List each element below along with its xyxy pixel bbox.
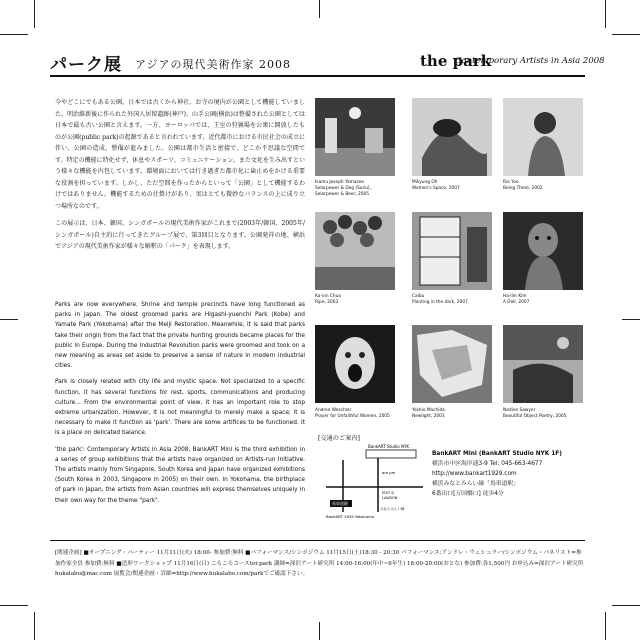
- artwork-photo-chua: [315, 212, 395, 290]
- related-events: [関連企画] ■オープニング・パーティー 11月11日(火) 18:00- 参加費:無料 ■パフォーマンス/シンポジウム 11月15日(土)18:30 - 20:30 パフォーマンス:アンドレ・ウェシュラー/シンポジウム・パネリスト=参加作家全員 参加費:無料 ■造形ワークショップ 11月16日(日) ころころコースter.park 講師=深沢アート研究所 14:00-16:00(年中~6年生) 18:00-20:00(おとな) 参加費:各1,500円 お申込み=深沢アート研究所 hukalabo@mac.com 展覧会/関連企画・詳細=http://www.hukalabo.com/parkでご確認下さい。: [55, 550, 584, 577]
- artwork-photo-yamazoe: [315, 98, 395, 176]
- access-map: [318, 442, 428, 520]
- work-title-extra: Solarpower & Beer, 2005: [315, 192, 369, 198]
- artwork-photo-kim: [503, 212, 583, 290]
- work-title: Solarpower & Dog (Sunu),: [315, 186, 371, 192]
- crop-mark: [34, 0, 35, 28]
- caption: [315, 180, 400, 199]
- artwork-photo-yoo: [503, 98, 583, 176]
- crop-mark: [605, 0, 606, 28]
- venue-address: 横浜市中区海岸通3-9 Tel: 045-663-4677: [432, 461, 543, 467]
- crop-mark: [612, 34, 640, 35]
- title-en: the park: [420, 52, 492, 70]
- map-label-edit: EDIT &: [382, 491, 394, 495]
- map-label-minatomirai: みなとみらい線: [380, 507, 405, 511]
- work-title: A Doll, 2007: [503, 300, 530, 306]
- english-paragraph: Park is closely related with city life and mystic space. Not specialized to a specific function, it has several functions for rest, sports, communications and producing culture... From the environmental point of view, it has an important role to stop extreme urbanization. However, it is not meaningful to merely make a space; it is necessary to make it function as 'park'. There are some artifices to be functioned. It is a place on delicated balance.: [55, 379, 305, 437]
- work-title: Planting in the dark, 2007: [412, 300, 468, 306]
- artist-name: Andree Weschler: [315, 408, 352, 413]
- artist-name: Ha-lim Kim: [503, 294, 527, 299]
- subtitle-en: Contemporary Artists in Asia 2008: [455, 56, 605, 66]
- english-paragraph: Parks are now everywhere. Shrine and temple precincts have long functioned as parks in Japan. The oldest groomed parks are Higashi-yuenchi Park (Kobe) and Yamate Park (Yokohama) after the Meiji Restoration. Meanwhile, it is said that parks take their origin from the fact that the private hunting grounds became places for the public in Europe. During the Industrial Revolution parks were groomed and took on a new meaning as areas set aside to preserve a sense of nature in modern industrial cities.: [55, 302, 305, 370]
- access-title: [交通のご案内]: [318, 435, 360, 442]
- venue-info: [432, 449, 582, 499]
- english-intro: [55, 300, 305, 512]
- map-label-lawson: LAWSON: [382, 496, 398, 500]
- artist-name: Ria Yoo: [503, 180, 519, 185]
- artwork-photo-sawyer: [503, 325, 583, 403]
- venue-url[interactable]: http://www.bankart1929.com: [432, 471, 517, 477]
- artwork-photo-caibu: [412, 212, 492, 290]
- crop-mark: [0, 34, 28, 35]
- artist-name: Nadine Sawyer: [503, 408, 536, 413]
- artwork-photo-oh: [412, 98, 492, 176]
- crop-mark: [0, 605, 28, 606]
- artist-name: Ka-inn Chua: [315, 294, 342, 299]
- crop-mark: [0, 319, 18, 320]
- map-label-bankart1929: BankART 1929 Yokohama: [326, 514, 375, 519]
- crop-mark: [319, 622, 320, 640]
- artwork-photo-weschler: [315, 325, 395, 403]
- title-jp: パーク展: [50, 55, 122, 75]
- crop-mark: [34, 612, 35, 640]
- japanese-paragraph: 今やどこにでもある公園。日本では古くから神社、お寺の境内が公園として機能していました。明治維新後に作られた外国人居留遺跡(神戸)、山手公園(横浜)は整備された公園としては日本で最も古い公園と言えます。一方、ヨーロッパでは、王室の狩猟場を公衆に開放したものが公園(public park)の起源であると言われています。近代都市における市民社会の成立に伴い、公園の造成、整備が進みました。公園は都市生活と密接で、どこか不思議な空間です。特定の機能に特化せず、休息やスポーツ、コミュニケーション、また文化を生み出すという様々な機能を内包しています。環境面においては行き過ぎた都市化に歯止めをかける重要な役割を担っています。しかし、ただ空間を作ったからといって「公園」として機能するわけではありません。機能するための仕掛けがあり、実はとても微妙なバランスの上に成り立つ場所なのです。: [55, 99, 305, 210]
- header-rule: [50, 75, 585, 77]
- artist-name: Mikyung Oh: [412, 180, 438, 185]
- caption: [503, 408, 588, 420]
- caption: [315, 408, 400, 420]
- work-title: Newlight, 2003: [412, 414, 445, 420]
- crop-mark: [605, 612, 606, 640]
- japanese-intro: [55, 97, 305, 259]
- work-title: Prayer for Unfaithful Women, 2005: [315, 414, 390, 420]
- artist-name: Isamu Joseph Yamazoe: [315, 180, 365, 185]
- work-title: Beautiful Object Poetry, 2005: [503, 414, 567, 420]
- artist-name: Yoshio Machida: [412, 408, 445, 413]
- map-label-ampm: am pm: [382, 470, 396, 475]
- footer-rule: [50, 540, 585, 541]
- map-label-studio: BankART Studio NYK: [368, 444, 410, 449]
- caption: [503, 180, 588, 192]
- japanese-paragraph: この展示は、日本、韓国、シンガポールの現代美術作家がこれまで(2003年/韓国、2005年/シンガポール)自主的に行ってきたグループ展で、第3回目となります。公園発祥の地、横浜でアジアの現代美術作家が様々な解釈の「パーク」を表現します。: [55, 220, 305, 250]
- venue-line: 横浜みなとみらい線「馬車道駅」: [432, 481, 519, 487]
- venue-exit: 6番出口[万国橋口] 徒歩4分: [432, 491, 504, 497]
- crop-mark: [612, 605, 640, 606]
- work-title: Being There, 2002: [503, 186, 543, 192]
- artwork-photo-machida: [412, 325, 492, 403]
- venue-name: BankART Mini (BankART Studio NYK 1F): [432, 451, 562, 457]
- caption: [412, 408, 497, 420]
- caption: [412, 294, 497, 306]
- caption: [315, 294, 400, 306]
- caption: [503, 294, 588, 306]
- artist-name: Caibu: [412, 294, 425, 299]
- map-label-bashamichi: 馬車道駅: [332, 501, 348, 506]
- subtitle-jp: アジアの現代美術作家 2008: [135, 58, 292, 71]
- work-title: Women's Space, 2007: [412, 186, 460, 192]
- caption: [412, 180, 497, 192]
- english-paragraph: 'the park': Contemporary Artists in Asia 2008, BankART Mini is the third exhibition in a series of group exhibitions that the artists have organized on Artists-run Initiative. The artists mainly from Singapore, South Korea and Japan have organized exhibitions (South Korea in 2003, Singapore in 2005) on their own. In Yokohama, the birthplace of park in Japan, the artists from Asian countries will express themselves uniquely in their own way for the theme "park".: [55, 446, 305, 504]
- work-title: Ripe, 2003: [315, 300, 339, 306]
- crop-mark: [319, 0, 320, 18]
- crop-mark: [622, 319, 640, 320]
